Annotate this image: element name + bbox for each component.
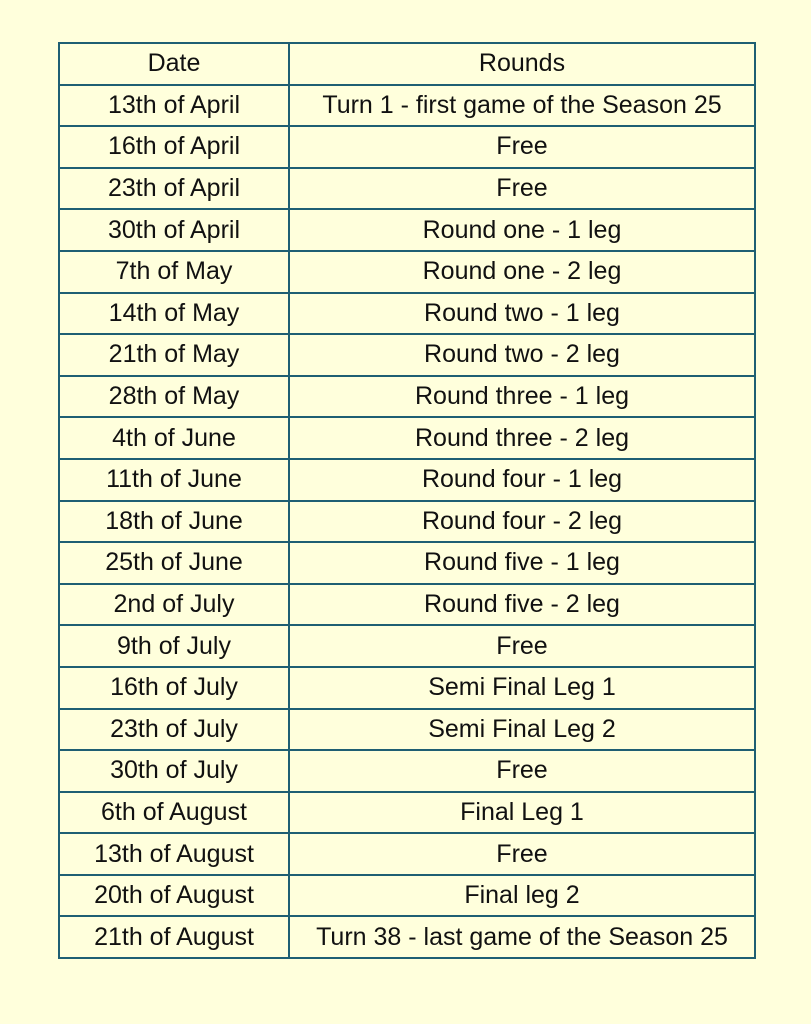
table-row (59, 584, 755, 626)
round-cell: Turn 1 - first game of the Season 25 (289, 85, 755, 127)
round-cell: Round five - 2 leg (289, 584, 755, 626)
date-cell: 18th of June (59, 501, 289, 543)
table-row (59, 293, 755, 335)
date-cell: 21th of May (59, 334, 289, 376)
round-cell: Round four - 2 leg (289, 501, 755, 543)
table-row (59, 209, 755, 251)
round-cell: Round four - 1 leg (289, 459, 755, 501)
table-row (59, 459, 755, 501)
table-row (59, 251, 755, 293)
date-cell: 25th of June (59, 542, 289, 584)
round-cell: Round five - 1 leg (289, 542, 755, 584)
table-row (59, 667, 755, 709)
date-cell: 2nd of July (59, 584, 289, 626)
date-cell: 7th of May (59, 251, 289, 293)
table-row (59, 542, 755, 584)
table-row (59, 875, 755, 917)
date-cell: 23th of July (59, 709, 289, 751)
round-cell: Free (289, 126, 755, 168)
schedule-table (58, 42, 756, 959)
round-cell: Free (289, 625, 755, 667)
round-cell: Final leg 2 (289, 875, 755, 917)
table-row (59, 750, 755, 792)
date-cell: 28th of May (59, 376, 289, 418)
date-cell: 6th of August (59, 792, 289, 834)
round-cell: Semi Final Leg 2 (289, 709, 755, 751)
date-cell: 20th of August (59, 875, 289, 917)
table-row (59, 334, 755, 376)
table-row (59, 916, 755, 958)
date-cell: 21th of August (59, 916, 289, 958)
table-row (59, 85, 755, 127)
rounds-column-header: Rounds (289, 43, 755, 85)
date-cell: 13th of April (59, 85, 289, 127)
table-row (59, 625, 755, 667)
date-column-header: Date (59, 43, 289, 85)
date-cell: 13th of August (59, 833, 289, 875)
date-cell: 14th of May (59, 293, 289, 335)
round-cell: Free (289, 750, 755, 792)
date-cell: 11th of June (59, 459, 289, 501)
round-cell: Round three - 2 leg (289, 417, 755, 459)
table-row (59, 709, 755, 751)
date-cell: 9th of July (59, 625, 289, 667)
round-cell: Round one - 1 leg (289, 209, 755, 251)
round-cell: Round three - 1 leg (289, 376, 755, 418)
table-row (59, 501, 755, 543)
date-cell: 30th of April (59, 209, 289, 251)
date-cell: 23th of April (59, 168, 289, 210)
table-row (59, 168, 755, 210)
table-row (59, 417, 755, 459)
table-row (59, 376, 755, 418)
date-cell: 30th of July (59, 750, 289, 792)
round-cell: Free (289, 168, 755, 210)
table-row (59, 126, 755, 168)
round-cell: Round two - 2 leg (289, 334, 755, 376)
table-row (59, 792, 755, 834)
date-cell: 16th of July (59, 667, 289, 709)
round-cell: Free (289, 833, 755, 875)
round-cell: Turn 38 - last game of the Season 25 (289, 916, 755, 958)
date-cell: 16th of April (59, 126, 289, 168)
header-row (59, 43, 755, 85)
date-cell: 4th of June (59, 417, 289, 459)
round-cell: Semi Final Leg 1 (289, 667, 755, 709)
table-row (59, 833, 755, 875)
round-cell: Round one - 2 leg (289, 251, 755, 293)
round-cell: Round two - 1 leg (289, 293, 755, 335)
round-cell: Final Leg 1 (289, 792, 755, 834)
